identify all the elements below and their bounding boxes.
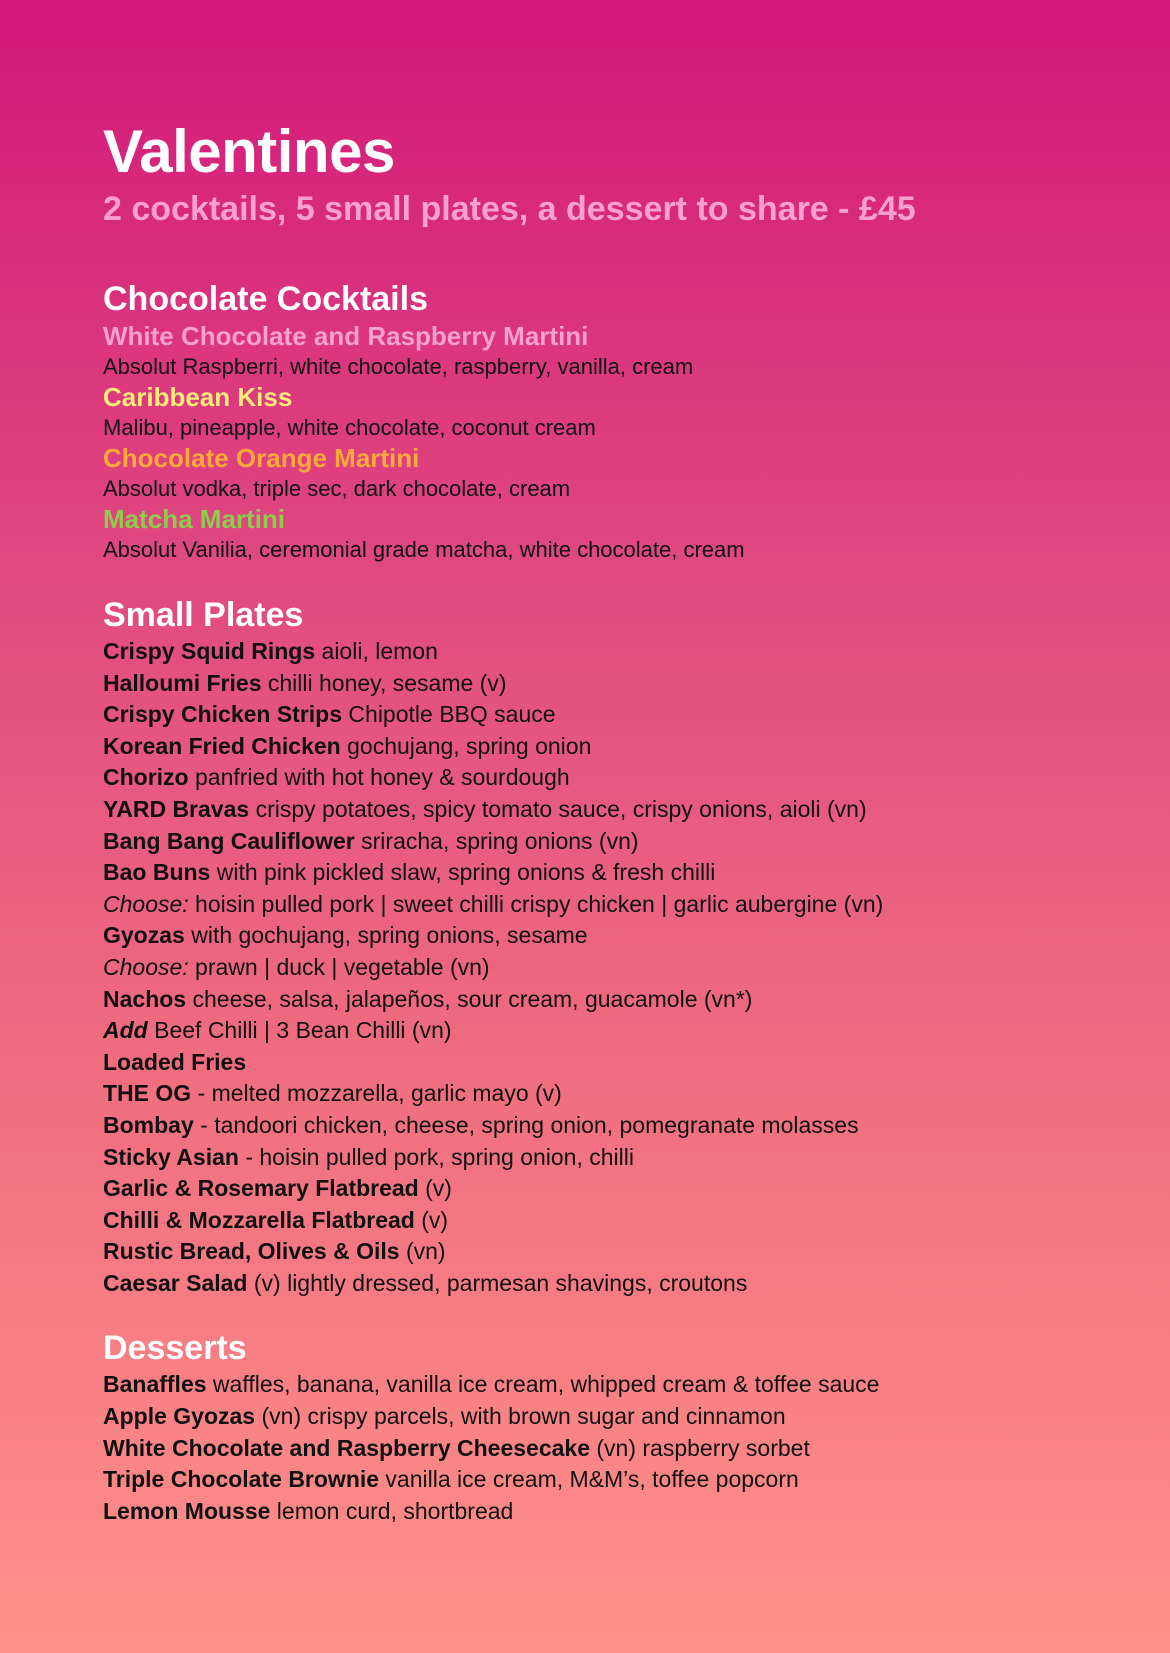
cocktail-name: Caribbean Kiss — [103, 382, 293, 412]
item-description: vanilla ice cream, M&M’s, toffee popcorn — [379, 1466, 799, 1493]
section-title-cocktails: Chocolate Cocktails — [103, 280, 428, 318]
option-prefix: Add — [103, 1017, 148, 1044]
menu-item — [103, 1142, 1170, 1174]
menu-item — [103, 920, 1170, 952]
item-description: waffles, banana, vanilla ice cream, whipped cream & toffee sauce — [206, 1371, 880, 1398]
item-description: Chipotle BBQ sauce — [342, 701, 556, 728]
item-name: Korean Fried Chicken — [103, 732, 341, 759]
menu-item — [103, 1464, 1170, 1496]
menu-item — [103, 1268, 1170, 1300]
option-prefix: Choose: — [103, 890, 189, 917]
item-description: cheese, salsa, jalapeños, sour cream, guacamole (vn*) — [186, 985, 753, 1012]
item-description: crispy potatoes, spicy tomato sauce, crispy onions, aioli (vn) — [249, 795, 867, 822]
desserts-section — [103, 1327, 1170, 1527]
cocktail-description: Malibu, pineapple, white chocolate, coconut cream — [103, 415, 596, 440]
menu-item — [103, 1173, 1170, 1205]
item-description: chilli honey, sesame (v) — [261, 669, 507, 696]
cocktail-name: Matcha Martini — [103, 504, 286, 534]
cocktail-name: Chocolate Orange Martini — [103, 443, 420, 473]
menu-item — [103, 1110, 1170, 1142]
item-description: (v) lightly dressed, parmesan shavings, croutons — [247, 1269, 748, 1296]
menu-item — [103, 636, 1170, 668]
menu-item — [103, 794, 1170, 826]
item-name: THE OG — [103, 1080, 192, 1107]
item-name: Chilli & Mozzarella Flatbread — [103, 1206, 415, 1233]
item-name: Crispy Squid Rings — [103, 638, 316, 664]
item-name: Bao Buns — [103, 859, 211, 886]
item-name: Garlic & Rosemary Flatbread — [103, 1175, 419, 1202]
page-subtitle: 2 cocktails, 5 small plates, a dessert to share - £45 — [103, 190, 916, 228]
item-name: Crispy Chicken Strips — [103, 701, 343, 728]
item-description: lemon curd, shortbread — [270, 1497, 514, 1524]
item-name: Bombay — [103, 1111, 194, 1138]
menu-item — [103, 1205, 1170, 1237]
item-name: YARD Bravas — [103, 795, 250, 822]
item-description: Beef Chilli | 3 Bean Chilli (vn) — [147, 1017, 452, 1044]
cocktail-description: Absolut vodka, triple sec, dark chocolate, cream — [103, 476, 571, 501]
item-description: sriracha, spring onions (vn) — [354, 827, 639, 854]
item-description: with pink pickled slaw, spring onions & fresh chilli — [210, 859, 716, 886]
item-description: (v) — [414, 1206, 449, 1233]
item-name: Apple Gyozas — [103, 1403, 256, 1430]
cocktail-name: White Chocolate and Raspberry Martini — [103, 321, 589, 351]
item-description: prawn | duck | vegetable (vn) — [188, 953, 490, 980]
item-name: Rustic Bread, Olives & Oils — [103, 1238, 400, 1265]
item-description: gochujang, spring onion — [340, 732, 592, 759]
menu-item — [103, 984, 1170, 1016]
menu-item-option — [103, 952, 1170, 984]
menu-item — [103, 1078, 1170, 1110]
item-description: - tandoori chicken, cheese, spring onion, pomegranate molasses — [193, 1111, 859, 1138]
option-prefix: Choose: — [103, 953, 189, 980]
item-description: (vn) crispy parcels, with brown sugar and cinnamon — [255, 1403, 786, 1430]
cocktail-description: Absolut Raspberri, white chocolate, raspberry, vanilla, cream — [103, 354, 694, 379]
section-title-small-plates: Small Plates — [103, 596, 304, 634]
page-title: Valentines — [103, 118, 395, 185]
item-name: Loaded Fries — [103, 1048, 247, 1075]
menu-item — [103, 1496, 1170, 1528]
item-description: with gochujang, spring onions, sesame — [184, 922, 588, 949]
cocktails-section — [103, 278, 1170, 564]
menu-item — [103, 731, 1170, 763]
menu-item — [103, 826, 1170, 858]
item-name: Banaffles — [103, 1371, 207, 1398]
item-description: (vn) raspberry sorbet — [590, 1434, 810, 1461]
item-name: Chorizo — [103, 764, 189, 791]
item-description: - hoisin pulled pork, spring onion, chilli — [238, 1143, 634, 1170]
menu-item — [103, 1047, 1170, 1079]
menu-item-option — [103, 889, 1170, 921]
item-name: Halloumi Fries — [103, 669, 262, 696]
item-name: Gyozas — [103, 922, 185, 949]
item-name: Triple Chocolate Brownie — [103, 1466, 380, 1493]
item-name: Lemon Mousse — [103, 1497, 271, 1524]
cocktail-description: Absolut Vanilia, ceremonial grade matcha, white chocolate, cream — [103, 537, 745, 562]
menu-item — [103, 1401, 1170, 1433]
menu-item — [103, 762, 1170, 794]
item-name: Nachos — [103, 985, 187, 1012]
item-description: aioli, lemon — [315, 638, 438, 664]
item-description: - melted mozzarella, garlic mayo (v) — [191, 1080, 562, 1107]
item-name: White Chocolate and Raspberry Cheesecake — [103, 1434, 590, 1461]
item-name: Sticky Asian — [103, 1143, 239, 1170]
item-description: (vn) — [399, 1238, 446, 1265]
item-name: Bang Bang Cauliflower — [103, 827, 355, 854]
item-name: Caesar Salad — [103, 1269, 248, 1296]
menu-item — [103, 857, 1170, 889]
small-plates-section — [103, 594, 1170, 1299]
menu-item — [103, 699, 1170, 731]
item-description: panfried with hot honey & sourdough — [188, 764, 570, 791]
menu-item — [103, 1369, 1170, 1401]
section-title-desserts: Desserts — [103, 1329, 247, 1368]
menu-item-option — [103, 1015, 1170, 1047]
menu-item — [103, 1433, 1170, 1465]
menu-item — [103, 668, 1170, 700]
menu-item — [103, 1236, 1170, 1268]
item-description: (v) — [418, 1175, 452, 1202]
item-description: hoisin pulled pork | sweet chilli crispy chicken | garlic aubergine (vn) — [188, 890, 884, 917]
